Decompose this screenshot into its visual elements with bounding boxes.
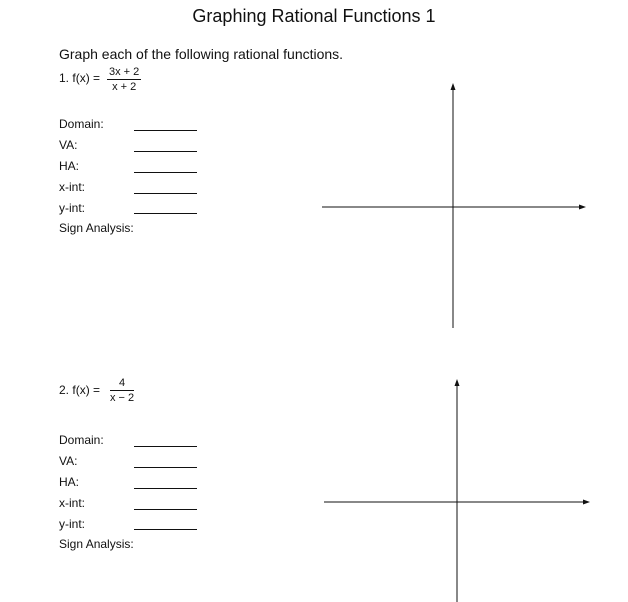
page-title: Graphing Rational Functions 1 xyxy=(192,6,436,26)
fraction xyxy=(107,66,141,93)
sign-analysis-label: Sign Analysis: xyxy=(59,537,134,551)
ha-answer-blank[interactable] xyxy=(134,488,197,489)
y-axis-arrow-icon xyxy=(455,379,460,386)
va-answer-blank[interactable] xyxy=(134,467,197,468)
problem-number: 1. xyxy=(59,71,70,85)
function-name: f(x) = xyxy=(72,383,101,397)
domain-label: Domain: xyxy=(59,117,104,131)
numerator: 3x + 2 xyxy=(109,66,140,78)
x-int-label: x-int: xyxy=(59,180,86,194)
x-int-answer-blank[interactable] xyxy=(134,193,197,194)
y-int-answer-blank[interactable] xyxy=(134,213,197,214)
va-answer-blank[interactable] xyxy=(134,151,197,152)
denominator: x + 2 xyxy=(112,81,137,93)
y-axis-arrow-icon xyxy=(451,83,456,90)
va-label: VA: xyxy=(59,454,78,468)
x-axis-arrow-icon xyxy=(579,205,586,210)
y-int-label: y-int: xyxy=(59,201,86,215)
va-label: VA: xyxy=(59,138,78,152)
ha-label: HA: xyxy=(59,475,80,489)
y-int-label: y-int: xyxy=(59,517,86,531)
problem-1-label xyxy=(59,71,100,85)
fraction xyxy=(110,377,134,404)
domain-answer-blank[interactable] xyxy=(134,130,197,131)
x-int-label: x-int: xyxy=(59,496,86,510)
ha-label: HA: xyxy=(59,159,80,173)
y-int-answer-blank[interactable] xyxy=(134,529,197,530)
sign-analysis-label: Sign Analysis: xyxy=(59,221,134,235)
coordinate-axes[interactable] xyxy=(322,376,594,602)
problem-2-label xyxy=(59,383,100,397)
instructions: Graph each of the following rational functions. xyxy=(59,46,344,62)
denominator: x − 2 xyxy=(110,392,135,404)
ha-answer-blank[interactable] xyxy=(134,172,197,173)
domain-label: Domain: xyxy=(59,433,104,447)
function-name: f(x) = xyxy=(72,71,101,85)
x-axis-arrow-icon xyxy=(583,500,590,505)
numerator: 4 xyxy=(110,377,134,391)
x-int-answer-blank[interactable] xyxy=(134,509,197,510)
coordinate-axes[interactable] xyxy=(320,80,590,332)
domain-answer-blank[interactable] xyxy=(134,446,197,447)
problem-number: 2. xyxy=(59,383,70,397)
